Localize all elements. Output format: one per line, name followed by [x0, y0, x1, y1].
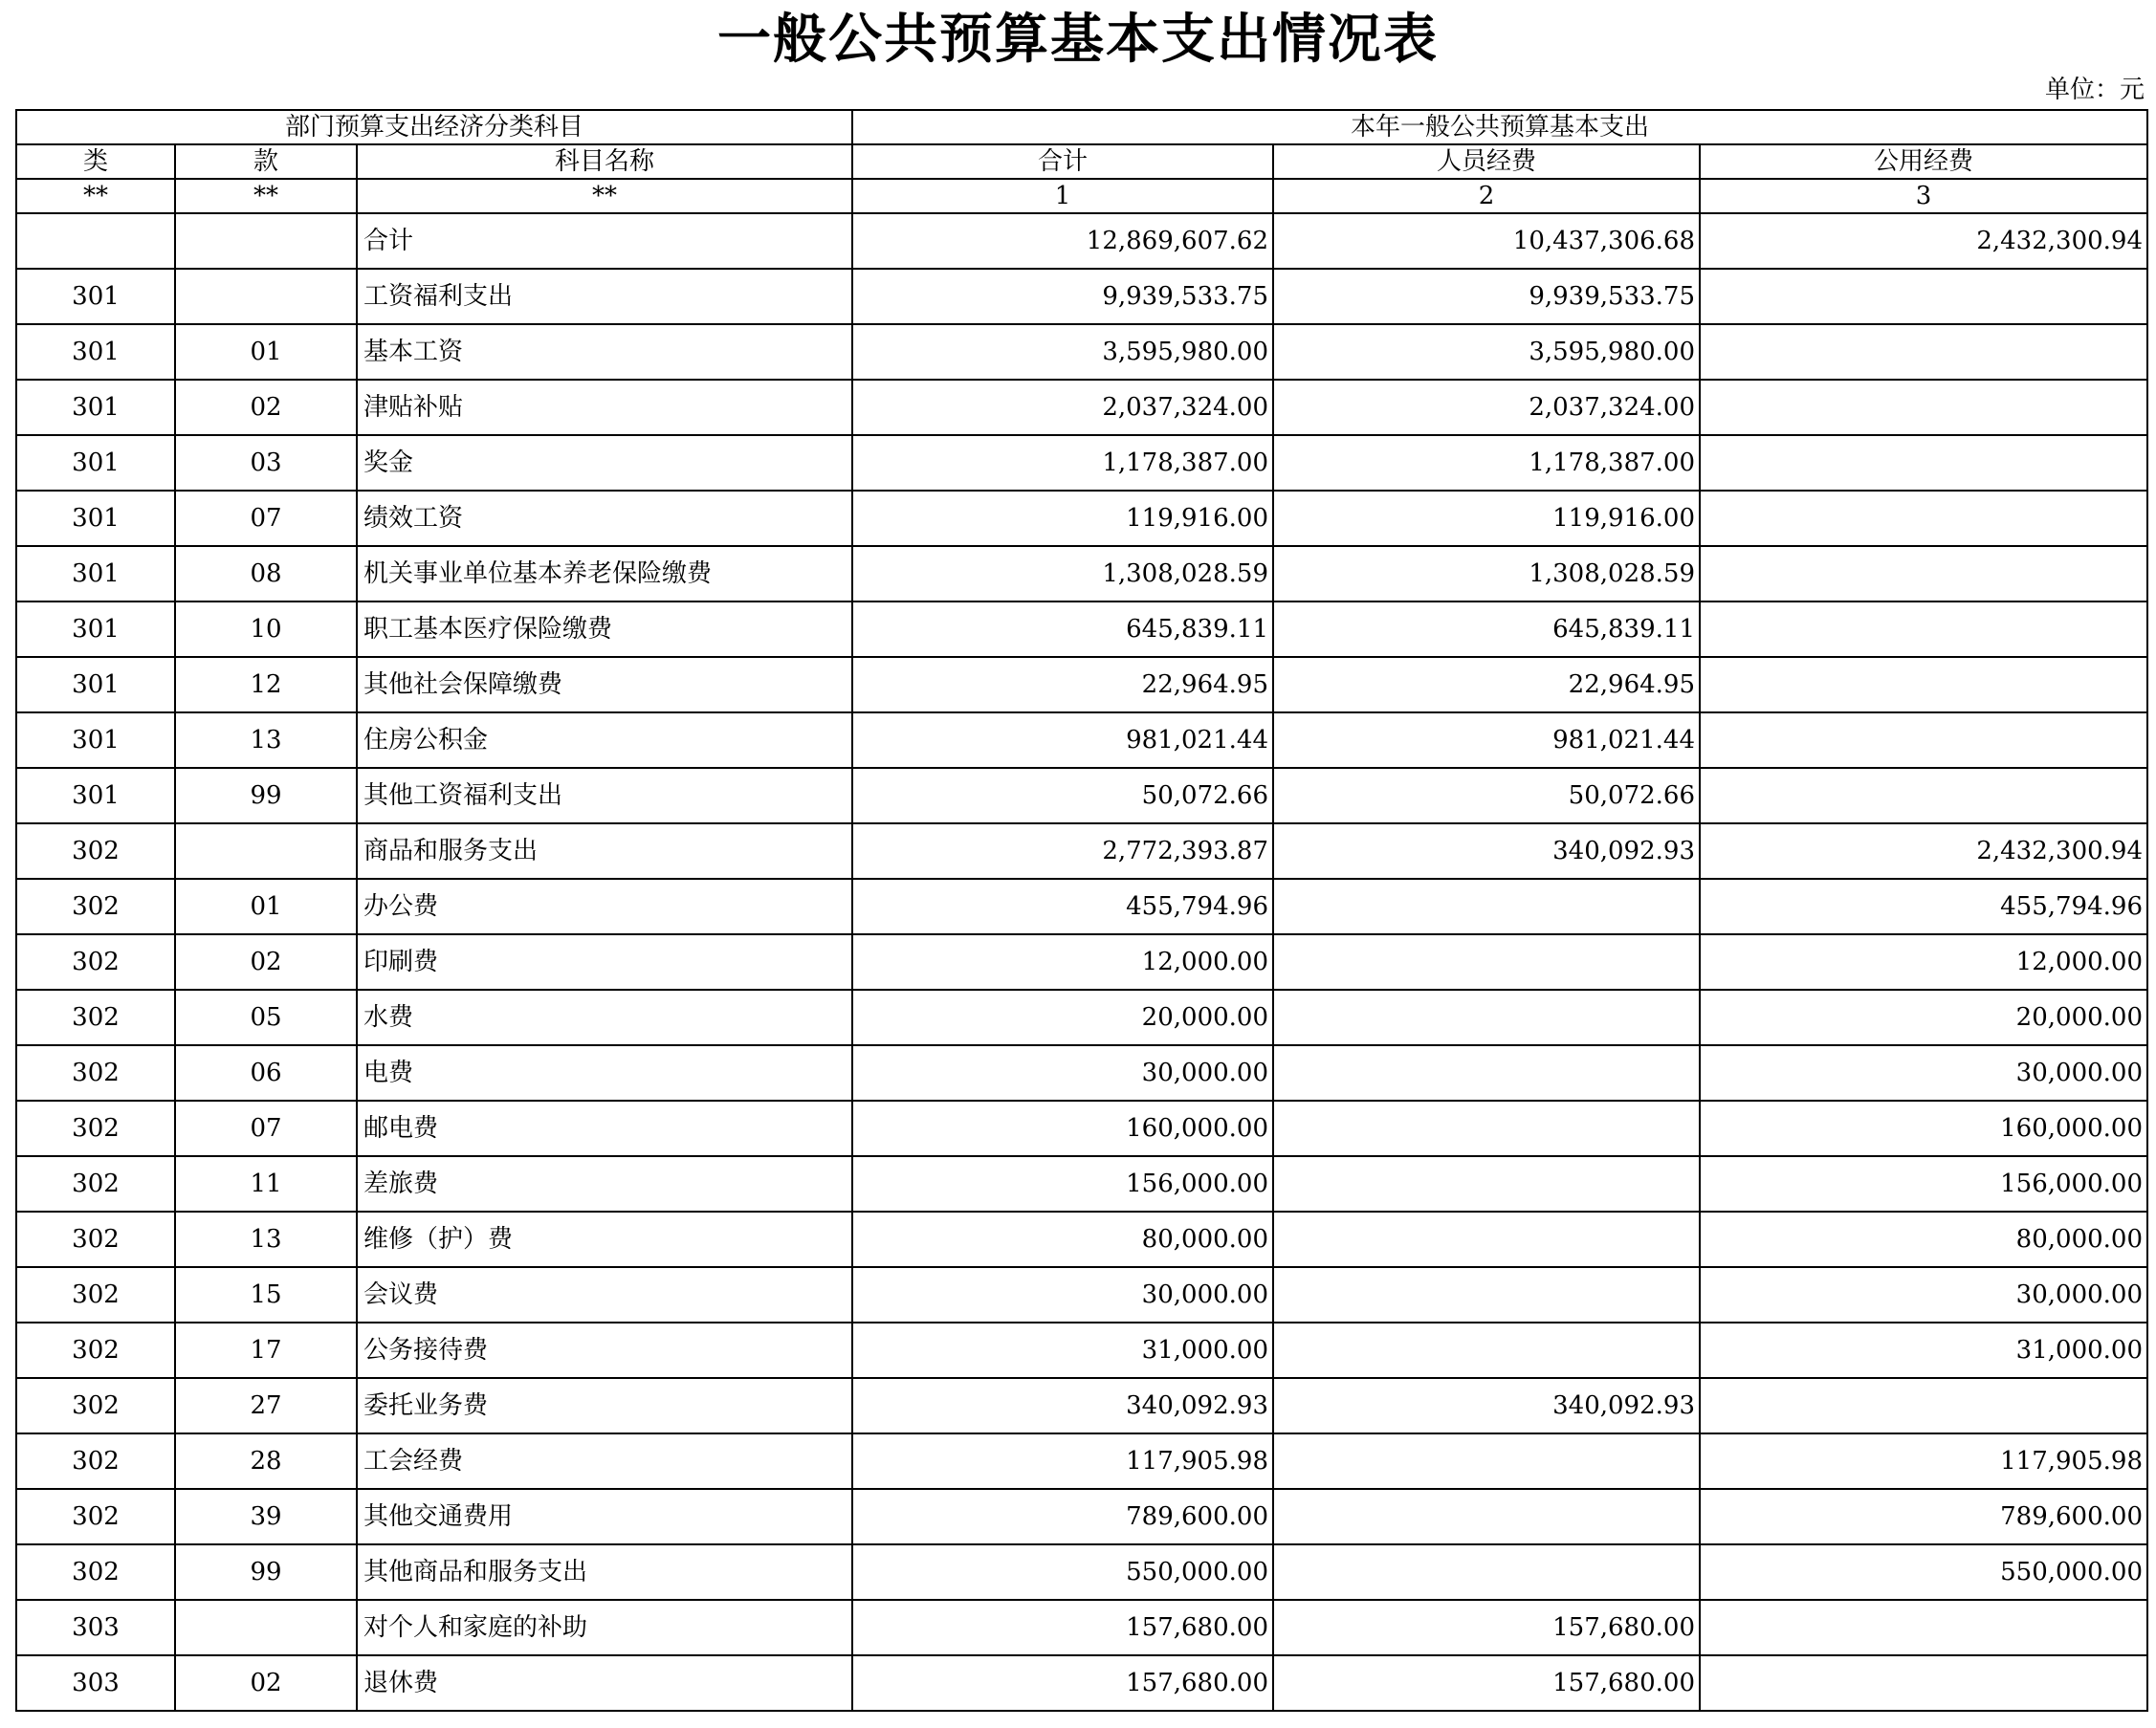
cell-personnel — [1273, 1433, 1700, 1489]
cell-lei — [16, 213, 175, 269]
cell-personnel — [1273, 1323, 1700, 1378]
cell-personnel: 22,964.95 — [1273, 657, 1700, 712]
cell-kuan: 10 — [175, 602, 357, 657]
cell-personnel: 645,839.11 — [1273, 602, 1700, 657]
cell-lei: 302 — [16, 1433, 175, 1489]
cell-name: 公务接待费 — [357, 1323, 852, 1378]
cell-total: 50,072.66 — [852, 768, 1273, 823]
cell-name: 邮电费 — [357, 1101, 852, 1156]
cell-kuan: 99 — [175, 1544, 357, 1600]
cell-name: 津贴补贴 — [357, 380, 852, 435]
table-row — [16, 879, 2147, 934]
cell-personnel — [1273, 1489, 1700, 1544]
table-row — [16, 1544, 2147, 1600]
table-row — [16, 1600, 2147, 1655]
cell-kuan — [175, 213, 357, 269]
cell-personnel — [1273, 1156, 1700, 1212]
cell-kuan: 15 — [175, 1267, 357, 1323]
cell-personnel: 340,092.93 — [1273, 1378, 1700, 1433]
table-body — [16, 213, 2147, 1711]
cell-total: 20,000.00 — [852, 990, 1273, 1045]
cell-public — [1700, 546, 2147, 602]
cell-name: 合计 — [357, 213, 852, 269]
cell-kuan: 12 — [175, 657, 357, 712]
cell-name: 绩效工资 — [357, 491, 852, 546]
cell-personnel: 9,939,533.75 — [1273, 269, 1700, 324]
table-row — [16, 1101, 2147, 1156]
cell-total: 3,595,980.00 — [852, 324, 1273, 380]
cell-lei: 302 — [16, 934, 175, 990]
cell-lei: 302 — [16, 1544, 175, 1600]
cell-public — [1700, 768, 2147, 823]
cell-total: 550,000.00 — [852, 1544, 1273, 1600]
cell-total: 789,600.00 — [852, 1489, 1273, 1544]
cell-kuan: 02 — [175, 380, 357, 435]
cell-name: 其他社会保障缴费 — [357, 657, 852, 712]
cell-lei: 301 — [16, 546, 175, 602]
table-row — [16, 1212, 2147, 1267]
cell-kuan: 13 — [175, 712, 357, 768]
column-header-lei: 类 — [16, 144, 175, 179]
cell-personnel — [1273, 1267, 1700, 1323]
cell-kuan: 05 — [175, 990, 357, 1045]
column-header-name: 科目名称 — [357, 144, 852, 179]
cell-total: 80,000.00 — [852, 1212, 1273, 1267]
cell-lei: 301 — [16, 324, 175, 380]
cell-total: 30,000.00 — [852, 1045, 1273, 1101]
cell-total: 30,000.00 — [852, 1267, 1273, 1323]
cell-personnel: 10,437,306.68 — [1273, 213, 1700, 269]
column-code-lei: ** — [16, 179, 175, 213]
cell-name: 对个人和家庭的补助 — [357, 1600, 852, 1655]
header-group-row — [16, 110, 2147, 144]
cell-name: 办公费 — [357, 879, 852, 934]
cell-public — [1700, 435, 2147, 491]
cell-public: 160,000.00 — [1700, 1101, 2147, 1156]
cell-public: 30,000.00 — [1700, 1267, 2147, 1323]
cell-lei: 301 — [16, 380, 175, 435]
cell-total: 1,178,387.00 — [852, 435, 1273, 491]
table-row — [16, 712, 2147, 768]
cell-kuan: 07 — [175, 1101, 357, 1156]
cell-lei: 301 — [16, 712, 175, 768]
cell-public — [1700, 712, 2147, 768]
table-row — [16, 1378, 2147, 1433]
cell-name: 其他交通费用 — [357, 1489, 852, 1544]
cell-personnel — [1273, 1045, 1700, 1101]
cell-public — [1700, 1655, 2147, 1711]
cell-name: 商品和服务支出 — [357, 823, 852, 879]
cell-kuan: 01 — [175, 324, 357, 380]
cell-name: 维修（护）费 — [357, 1212, 852, 1267]
cell-kuan: 39 — [175, 1489, 357, 1544]
cell-lei: 302 — [16, 1212, 175, 1267]
cell-kuan: 13 — [175, 1212, 357, 1267]
cell-total: 156,000.00 — [852, 1156, 1273, 1212]
table-row — [16, 491, 2147, 546]
table-row — [16, 1655, 2147, 1711]
cell-lei: 301 — [16, 602, 175, 657]
cell-total: 157,680.00 — [852, 1600, 1273, 1655]
header-codes-row — [16, 179, 2147, 213]
cell-public — [1700, 602, 2147, 657]
cell-name: 工资福利支出 — [357, 269, 852, 324]
cell-kuan: 02 — [175, 1655, 357, 1711]
cell-public: 12,000.00 — [1700, 934, 2147, 990]
cell-name: 机关事业单位基本养老保险缴费 — [357, 546, 852, 602]
cell-lei: 302 — [16, 1267, 175, 1323]
cell-total: 117,905.98 — [852, 1433, 1273, 1489]
cell-kuan: 03 — [175, 435, 357, 491]
cell-lei: 303 — [16, 1600, 175, 1655]
cell-personnel: 1,178,387.00 — [1273, 435, 1700, 491]
cell-lei: 301 — [16, 269, 175, 324]
cell-total: 455,794.96 — [852, 879, 1273, 934]
cell-name: 职工基本医疗保险缴费 — [357, 602, 852, 657]
column-code-personnel: 2 — [1273, 179, 1700, 213]
cell-public — [1700, 657, 2147, 712]
cell-personnel: 981,021.44 — [1273, 712, 1700, 768]
column-header-kuan: 款 — [175, 144, 357, 179]
cell-public: 455,794.96 — [1700, 879, 2147, 934]
cell-name: 委托业务费 — [357, 1378, 852, 1433]
cell-lei: 302 — [16, 1156, 175, 1212]
cell-name: 住房公积金 — [357, 712, 852, 768]
cell-public: 789,600.00 — [1700, 1489, 2147, 1544]
cell-public: 30,000.00 — [1700, 1045, 2147, 1101]
cell-name: 印刷费 — [357, 934, 852, 990]
cell-public: 550,000.00 — [1700, 1544, 2147, 1600]
cell-total: 2,037,324.00 — [852, 380, 1273, 435]
table-row — [16, 380, 2147, 435]
table-row — [16, 990, 2147, 1045]
table-row — [16, 1433, 2147, 1489]
cell-name: 退休费 — [357, 1655, 852, 1711]
cell-kuan: 28 — [175, 1433, 357, 1489]
cell-public: 80,000.00 — [1700, 1212, 2147, 1267]
table-row — [16, 1323, 2147, 1378]
header-group-expenditure: 本年一般公共预算基本支出 — [852, 110, 2147, 144]
cell-name: 其他工资福利支出 — [357, 768, 852, 823]
cell-kuan: 02 — [175, 934, 357, 990]
table-row — [16, 768, 2147, 823]
cell-public: 2,432,300.94 — [1700, 213, 2147, 269]
table-row — [16, 934, 2147, 990]
cell-lei: 301 — [16, 491, 175, 546]
table-row — [16, 324, 2147, 380]
table-row — [16, 602, 2147, 657]
cell-public — [1700, 491, 2147, 546]
column-code-name: ** — [357, 179, 852, 213]
cell-lei: 302 — [16, 1045, 175, 1101]
cell-public — [1700, 1600, 2147, 1655]
cell-kuan — [175, 269, 357, 324]
cell-total: 160,000.00 — [852, 1101, 1273, 1156]
cell-total: 31,000.00 — [852, 1323, 1273, 1378]
cell-public — [1700, 1378, 2147, 1433]
cell-public: 31,000.00 — [1700, 1323, 2147, 1378]
cell-personnel — [1273, 1101, 1700, 1156]
cell-personnel — [1273, 990, 1700, 1045]
cell-total: 12,000.00 — [852, 934, 1273, 990]
table-row — [16, 823, 2147, 879]
cell-total: 119,916.00 — [852, 491, 1273, 546]
cell-total: 2,772,393.87 — [852, 823, 1273, 879]
cell-total: 340,092.93 — [852, 1378, 1273, 1433]
header-columns-row — [16, 144, 2147, 179]
unit-label: 单位：元 — [2044, 76, 2145, 104]
cell-personnel: 2,037,324.00 — [1273, 380, 1700, 435]
cell-personnel: 1,308,028.59 — [1273, 546, 1700, 602]
cell-personnel: 340,092.93 — [1273, 823, 1700, 879]
cell-name: 水费 — [357, 990, 852, 1045]
cell-public — [1700, 324, 2147, 380]
cell-personnel: 119,916.00 — [1273, 491, 1700, 546]
cell-kuan: 27 — [175, 1378, 357, 1433]
table-row — [16, 657, 2147, 712]
cell-personnel — [1273, 1544, 1700, 1600]
cell-name: 电费 — [357, 1045, 852, 1101]
cell-kuan: 11 — [175, 1156, 357, 1212]
cell-name: 工会经费 — [357, 1433, 852, 1489]
cell-name: 基本工资 — [357, 324, 852, 380]
column-code-public: 3 — [1700, 179, 2147, 213]
cell-total: 157,680.00 — [852, 1655, 1273, 1711]
cell-public: 2,432,300.94 — [1700, 823, 2147, 879]
cell-personnel: 50,072.66 — [1273, 768, 1700, 823]
cell-name: 其他商品和服务支出 — [357, 1544, 852, 1600]
table-row — [16, 546, 2147, 602]
cell-personnel: 157,680.00 — [1273, 1600, 1700, 1655]
cell-kuan: 99 — [175, 768, 357, 823]
column-header-personnel: 人员经费 — [1273, 144, 1700, 179]
cell-lei: 302 — [16, 1378, 175, 1433]
cell-personnel — [1273, 1212, 1700, 1267]
cell-lei: 302 — [16, 823, 175, 879]
cell-personnel — [1273, 934, 1700, 990]
table-row — [16, 1156, 2147, 1212]
cell-lei: 303 — [16, 1655, 175, 1711]
cell-lei: 301 — [16, 657, 175, 712]
cell-lei: 301 — [16, 435, 175, 491]
cell-total: 12,869,607.62 — [852, 213, 1273, 269]
cell-kuan: 17 — [175, 1323, 357, 1378]
cell-personnel — [1273, 879, 1700, 934]
cell-kuan — [175, 823, 357, 879]
cell-lei: 302 — [16, 879, 175, 934]
cell-kuan: 07 — [175, 491, 357, 546]
cell-total: 981,021.44 — [852, 712, 1273, 768]
cell-kuan: 06 — [175, 1045, 357, 1101]
expenditure-table — [15, 109, 2148, 1712]
column-code-total: 1 — [852, 179, 1273, 213]
cell-name: 会议费 — [357, 1267, 852, 1323]
cell-total: 645,839.11 — [852, 602, 1273, 657]
cell-lei: 302 — [16, 1101, 175, 1156]
cell-public: 117,905.98 — [1700, 1433, 2147, 1489]
cell-public — [1700, 269, 2147, 324]
cell-kuan — [175, 1600, 357, 1655]
table-row — [16, 1267, 2147, 1323]
cell-lei: 302 — [16, 1489, 175, 1544]
cell-lei: 302 — [16, 990, 175, 1045]
cell-public: 20,000.00 — [1700, 990, 2147, 1045]
cell-public — [1700, 380, 2147, 435]
cell-total: 22,964.95 — [852, 657, 1273, 712]
cell-personnel: 157,680.00 — [1273, 1655, 1700, 1711]
column-header-public: 公用经费 — [1700, 144, 2147, 179]
cell-total: 9,939,533.75 — [852, 269, 1273, 324]
cell-public: 156,000.00 — [1700, 1156, 2147, 1212]
column-code-kuan: ** — [175, 179, 357, 213]
cell-total: 1,308,028.59 — [852, 546, 1273, 602]
table-row — [16, 269, 2147, 324]
column-header-total: 合计 — [852, 144, 1273, 179]
page-title: 一般公共预算基本支出情况表 — [717, 8, 1439, 71]
cell-name: 差旅费 — [357, 1156, 852, 1212]
cell-personnel: 3,595,980.00 — [1273, 324, 1700, 380]
table-row — [16, 1489, 2147, 1544]
cell-lei: 302 — [16, 1323, 175, 1378]
cell-lei: 301 — [16, 768, 175, 823]
table-row — [16, 435, 2147, 491]
table-row — [16, 1045, 2147, 1101]
cell-kuan: 08 — [175, 546, 357, 602]
table-row — [16, 213, 2147, 269]
cell-name: 奖金 — [357, 435, 852, 491]
header-group-classification: 部门预算支出经济分类科目 — [16, 110, 852, 144]
cell-kuan: 01 — [175, 879, 357, 934]
